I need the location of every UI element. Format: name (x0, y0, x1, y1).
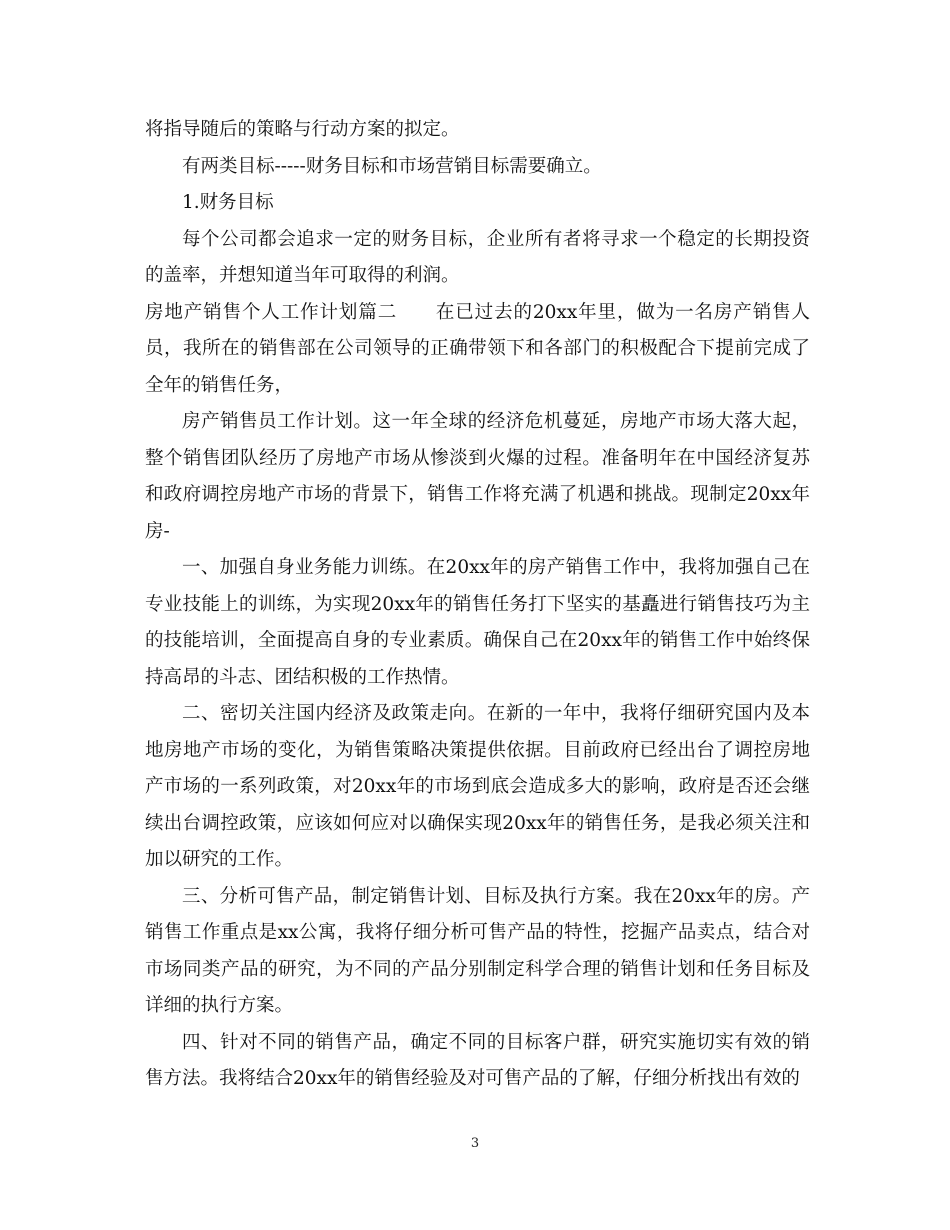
section-heading-financial-goals: 1.财务目标 (182, 192, 274, 213)
paragraph: 有两类目标-----财务目标和市场营销目标需要确立。 (182, 155, 602, 177)
list-item-4: 四、针对不同的销售产品，确定不同的目标客户群，研究实施切实有效的销售方法。我将结合20xx年的销售经验及对可售产品的了解，仔细分析找出有效的 (145, 1031, 810, 1089)
paragraph: 每个公司都会追求一定的财务目标，企业所有者将寻求一个稳定的长期投资的盖率，并想知道当年可取得的利润。 (145, 228, 810, 286)
list-item-3: 三、分析可售产品，制定销售计划、目标及执行方案。我在20xx年的房。产销售工作重点是xx公寓，我将仔细分析可售产品的特性，挖掘产品卖点，结合对市场同类产品的研究，为不同的产品分别制定科学合理的销售计划和任务目标及详细的执行方案。 (145, 885, 810, 1016)
paragraph: 房地产销售个人工作计划篇二 在已过去的20xx年里，做为一名房产销售人员，我所在的销售部在公司领导的正确带领下和各部门的积极配合下提前完成了全年的销售任务， (145, 301, 810, 396)
list-item-1: 一、加强自身业务能力训练。在20xx年的房产销售工作中，我将加强自己在专业技能上的训练，为实现20xx年的销售任务打下坚实的基矗进行销售技巧为主的技能培训，全面提高自身的专业素质。确保自己在20xx年的销售工作中始终保持高昂的斗志、团结积极的工作热情。 (145, 557, 810, 688)
document-body (145, 112, 810, 1098)
page-number: 3 (470, 1136, 480, 1151)
paragraph: 房产销售员工作计划。这一年全球的经济危机蔓延，房地产市场大落大起，整个销售团队经历了房地产市场从惨淡到火爆的过程。准备明年在中国经济复苏和政府调控房地产市场的背景下，销售工作将充满了机遇和挑战。现制定20xx年房- (145, 411, 810, 542)
list-item-2: 二、密切关注国内经济及政策走向。在新的一年中，我将仔细研究国内及本地房地产市场的变化，为销售策略决策提供依据。目前政府已经出台了调控房地产市场的一系列政策，对20xx年的市场到底会造成多大的影响，政府是否还会继续出台调控政策，应该如何应对以确保实现20xx年的销售任务，是我必须关注和加以研究的工作。 (145, 703, 810, 870)
paragraph: 将指导随后的策略与行动方案的拟定。 (145, 119, 460, 140)
